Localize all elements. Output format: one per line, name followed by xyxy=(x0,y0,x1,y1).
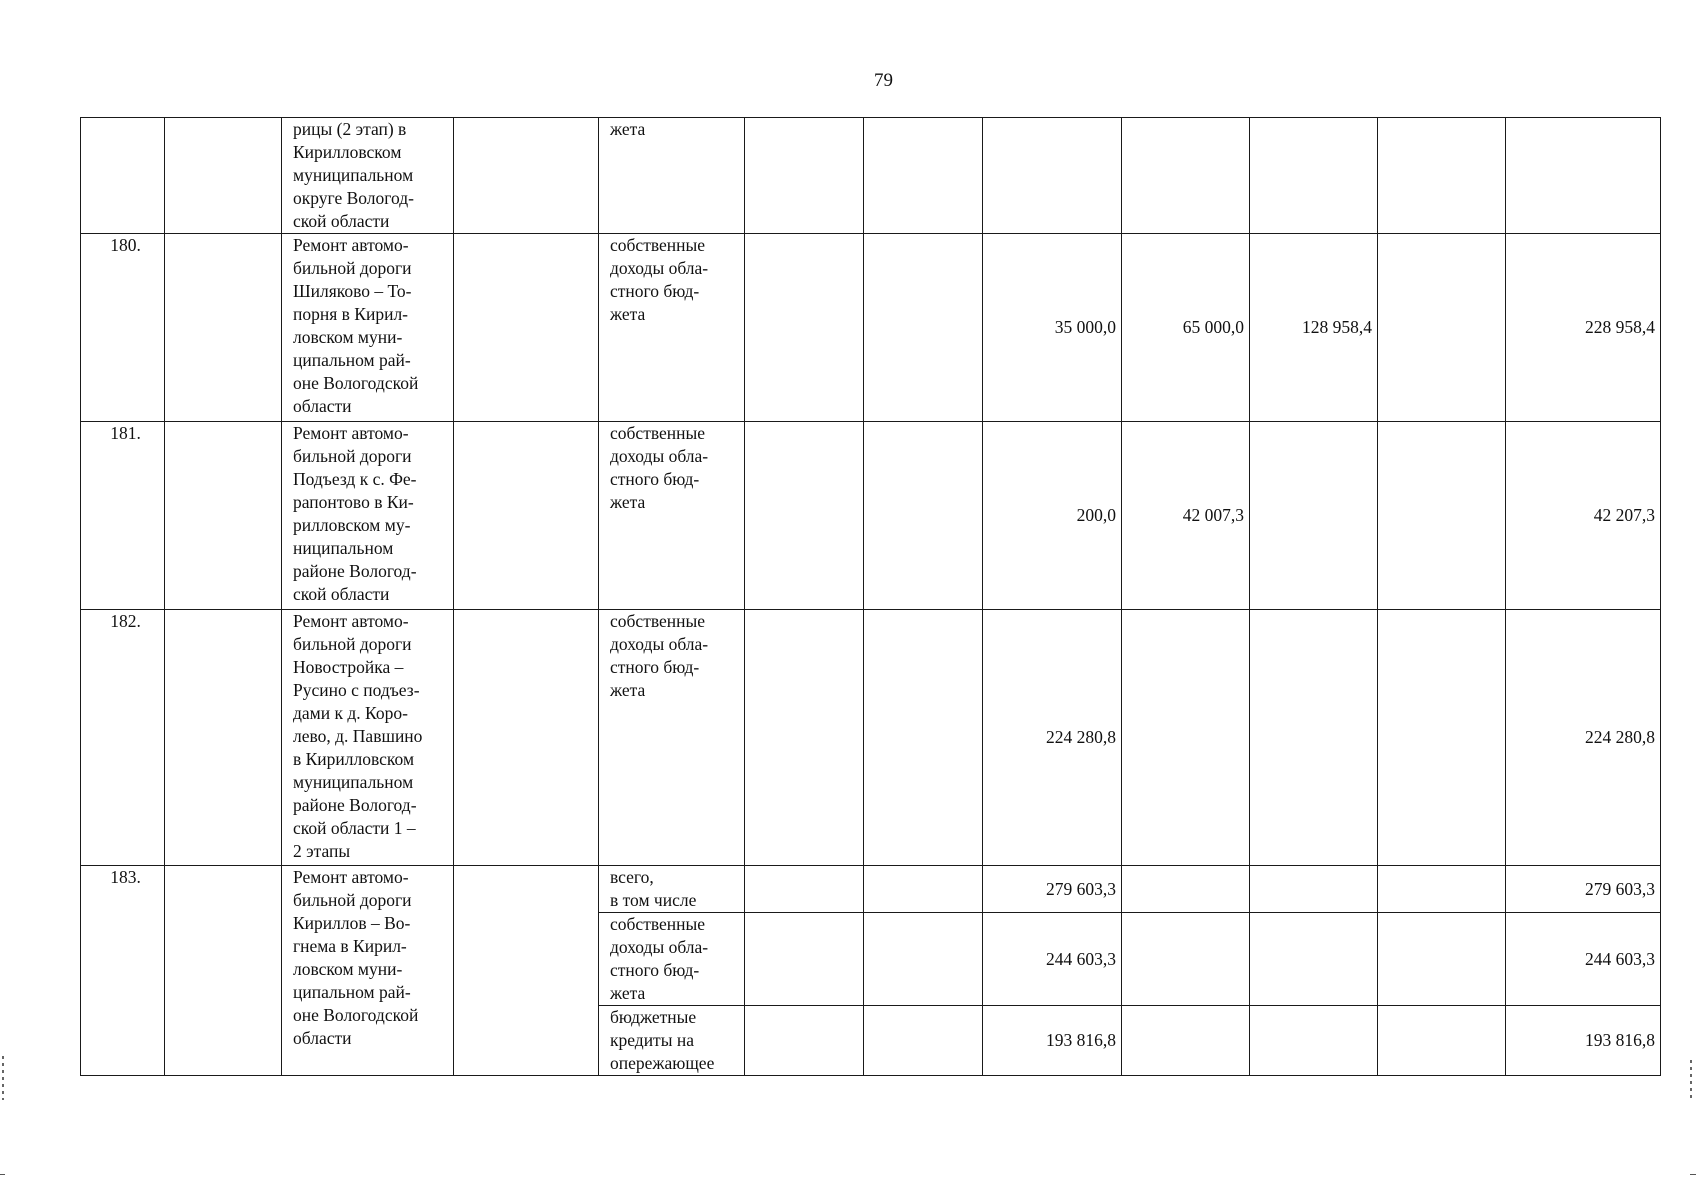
cell-empty xyxy=(745,913,864,1006)
object-name: Ремонт автомо- бильной дороги Кириллов – Во- гнема в Кирил- ловском муни- ципальном рай- оне Вологодской области xyxy=(293,867,419,1048)
object-name: Ремонт автомо- бильной дороги Подъезд к с. Фе- рапонтово в Ки- рилловском му- ниципальном районе Вологод- ской области xyxy=(293,423,417,604)
cell-empty xyxy=(745,866,864,913)
cell-empty xyxy=(165,118,282,234)
cell-year-4 xyxy=(1378,913,1506,1006)
cell-empty xyxy=(165,234,282,422)
cell-total: 228 958,4 xyxy=(1506,234,1661,422)
cell-funding-source: жета xyxy=(599,118,745,234)
cell-year-2: 65 000,0 xyxy=(1122,234,1250,422)
cell-total xyxy=(1506,118,1661,234)
cell-empty xyxy=(745,422,864,610)
page-number: 79 xyxy=(874,70,893,91)
table-row-continuation xyxy=(81,118,1661,234)
cell-object-name xyxy=(282,866,454,1076)
cell-year-1: 279 603,3 xyxy=(983,866,1122,913)
object-name: Ремонт автомо- бильной дороги Шиляково – То- порня в Кирил- ловском муни- ципальном рай- оне Вологодской области xyxy=(293,235,419,416)
table-row-181 xyxy=(81,422,1661,610)
cell-empty xyxy=(864,610,983,866)
cell-year-1: 35 000,0 xyxy=(983,234,1122,422)
cell-year-3 xyxy=(1250,1006,1378,1076)
table-row-180 xyxy=(81,234,1661,422)
cell-empty xyxy=(864,422,983,610)
cell-funding-source: собственные доходы обла- стного бюд- жета xyxy=(599,913,745,1006)
cell-object-name xyxy=(282,234,454,422)
cell-empty xyxy=(454,234,599,422)
cell-empty xyxy=(165,866,282,1076)
cell-empty xyxy=(864,866,983,913)
cell-empty xyxy=(864,1006,983,1076)
cell-empty xyxy=(745,610,864,866)
cell-year-3 xyxy=(1250,118,1378,234)
cell-year-4 xyxy=(1378,118,1506,234)
cell-year-4 xyxy=(1378,422,1506,610)
cell-year-4 xyxy=(1378,866,1506,913)
cell-empty xyxy=(745,118,864,234)
cell-year-3: 128 958,4 xyxy=(1250,234,1378,422)
cell-year-2 xyxy=(1122,866,1250,913)
cell-year-1: 200,0 xyxy=(983,422,1122,610)
cell-row-number: 182. xyxy=(81,610,165,866)
table-row-183-total xyxy=(81,866,1661,913)
cell-empty xyxy=(454,118,599,234)
cell-empty xyxy=(745,234,864,422)
cell-empty xyxy=(745,1006,864,1076)
cell-empty xyxy=(864,118,983,234)
cell-empty xyxy=(864,913,983,1006)
cell-empty xyxy=(165,422,282,610)
scan-mark-left xyxy=(2,1056,4,1100)
cell-year-2 xyxy=(1122,913,1250,1006)
cell-total: 224 280,8 xyxy=(1506,610,1661,866)
cell-object-name xyxy=(282,118,454,234)
cell-year-2 xyxy=(1122,610,1250,866)
cell-empty xyxy=(864,234,983,422)
cell-row-number: 180. xyxy=(81,234,165,422)
scan-mark-right xyxy=(1690,1060,1692,1098)
cell-object-name xyxy=(282,610,454,866)
cell-empty xyxy=(165,610,282,866)
cell-funding-source: всего, в том числе xyxy=(599,866,745,913)
cell-year-3 xyxy=(1250,913,1378,1006)
cell-year-4 xyxy=(1378,610,1506,866)
cell-year-2 xyxy=(1122,118,1250,234)
cell-row-number: 181. xyxy=(81,422,165,610)
cell-total: 42 207,3 xyxy=(1506,422,1661,610)
object-name: Ремонт автомо- бильной дороги Новостройка – Русино с подъез- дами к д. Коро- лево, д. Павшино в Кирилловском муниципальном районе Вологод- ской области 1 – 2 этапы xyxy=(293,611,423,861)
cell-num xyxy=(81,118,165,234)
cell-year-4 xyxy=(1378,234,1506,422)
cell-year-1: 244 603,3 xyxy=(983,913,1122,1006)
cell-row-number: 183. xyxy=(81,866,165,1076)
cell-year-3 xyxy=(1250,866,1378,913)
cell-funding-source: бюджетные кредиты на опережающее xyxy=(599,1006,745,1076)
table-row-182 xyxy=(81,610,1661,866)
object-name: рицы (2 этап) в Кирилловском муниципальном округе Вологод- ской области xyxy=(293,119,415,231)
cell-object-name xyxy=(282,422,454,610)
scan-mark-bottom-left xyxy=(0,1174,5,1175)
cell-total: 244 603,3 xyxy=(1506,913,1661,1006)
cell-funding-source: собственные доходы обла- стного бюд- жета xyxy=(599,422,745,610)
cell-year-1: 193 816,8 xyxy=(983,1006,1122,1076)
cell-funding-source: собственные доходы обла- стного бюд- жета xyxy=(599,234,745,422)
scan-mark-bottom-right xyxy=(1690,1174,1696,1175)
cell-empty xyxy=(454,866,599,1076)
cell-year-3 xyxy=(1250,422,1378,610)
cell-year-2 xyxy=(1122,1006,1250,1076)
cell-total: 193 816,8 xyxy=(1506,1006,1661,1076)
cell-total: 279 603,3 xyxy=(1506,866,1661,913)
cell-year-4 xyxy=(1378,1006,1506,1076)
cell-empty xyxy=(454,422,599,610)
cell-year-1: 224 280,8 xyxy=(983,610,1122,866)
budget-table xyxy=(80,117,1661,1076)
cell-year-1 xyxy=(983,118,1122,234)
cell-empty xyxy=(454,610,599,866)
cell-year-3 xyxy=(1250,610,1378,866)
cell-funding-source: собственные доходы обла- стного бюд- жета xyxy=(599,610,745,866)
cell-year-2: 42 007,3 xyxy=(1122,422,1250,610)
